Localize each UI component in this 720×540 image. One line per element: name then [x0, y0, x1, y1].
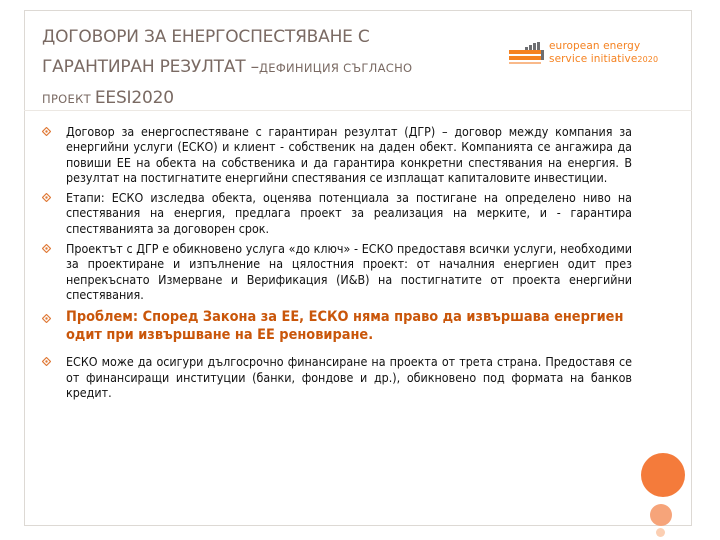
logo-bars-icon — [509, 42, 545, 66]
title-line-3 — [42, 83, 497, 114]
bullet-text: Етапи: ЕСКО изследва обекта, оценява потенциала за постигане на определено ниво на спестявания на енергия, предлага проект за реализация на мерките, и - гарантира спестяванията за договорен срок. — [66, 190, 632, 236]
decorative-circle-small — [656, 528, 665, 537]
bullet-text: ЕСКО може да осигури дългосрочно финансиране на проекта от трета страна. Предоставя се от финансиращи институции (банки, фондове и др.), обикновено под формата на банков кредит. — [66, 354, 632, 400]
logo-line-2-text: service initiative — [549, 53, 638, 65]
bullet-item — [42, 124, 632, 185]
decorative-circle-medium — [650, 504, 672, 526]
title-line-2-small: ДЕФИНИЦИЯ СЪГЛАСНО — [258, 61, 413, 75]
bullet-text-highlight: Проблем: Според Закона за ЕЕ, ЕСКО няма право да извършава енергиен одит при извършване на ЕЕ реновиране. — [66, 309, 624, 344]
title-line-3-main: EESI2020 — [94, 88, 174, 108]
eesi-logo — [509, 40, 685, 72]
bullet-item — [42, 354, 632, 400]
bullet-item — [42, 241, 632, 302]
bullet-item — [42, 190, 632, 236]
bullet-list — [42, 124, 632, 405]
decorative-circle-large — [641, 453, 685, 497]
title-line-2-main: ГАРАНТИРАН РЕЗУЛТАТ – — [42, 57, 259, 77]
bullet-icon — [42, 193, 51, 202]
logo-line-2 — [549, 53, 658, 66]
bullet-icon — [42, 127, 51, 136]
title-line-3-small: ПРОЕКТ — [42, 92, 95, 106]
title-line-1: ДОГОВОРИ ЗА ЕНЕРГОСПЕСТЯВАНЕ С — [42, 27, 370, 47]
bullet-icon — [42, 314, 51, 323]
slide-title — [42, 22, 497, 114]
bullet-item-highlight — [42, 308, 632, 344]
logo-line-1: european energy — [549, 40, 641, 52]
logo-year: 2020 — [637, 55, 659, 64]
title-line-2 — [42, 52, 497, 83]
bullet-text: Проектът с ДГР е обикновено услуга «до ключ» - ЕСКО предоставя всички услуги, необходими за проектиране и изпълнение на цялостния проект: от началния енергиен одит през непрекъснато Измерване и Верификация (И&В) на постигнатите от проекта енергийни спестявания. — [66, 241, 632, 302]
bullet-icon — [42, 357, 51, 366]
bullet-text: Договор за енергоспестяване с гарантиран резултат (ДГР) – договор между компания за енергийни услуги (ЕСКО) и клиент - собственик на даден обект. Компанията се ангажира да повиши ЕЕ на обекта на собственика и да гарантира конкретни спестявания на енергия. В резултат на постигнатите енергийни спестявания се изплащат капиталовите инвестиции. — [66, 124, 632, 185]
bullet-icon — [42, 244, 51, 253]
logo-text — [549, 40, 658, 66]
